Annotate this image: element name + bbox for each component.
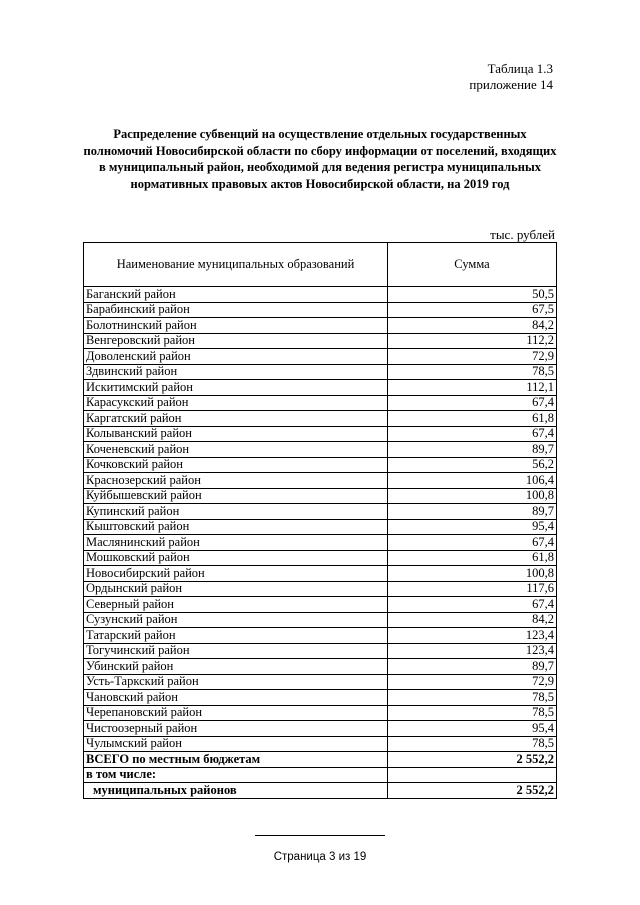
- amount-cell: 123,4: [388, 628, 557, 644]
- district-name-cell: Карасукский район: [84, 395, 388, 411]
- amount-cell: 95,4: [388, 519, 557, 535]
- column-header-name: Наименование муниципальных образований: [84, 243, 388, 287]
- total-row: [84, 767, 557, 783]
- table-row: [84, 318, 557, 334]
- total-amount-cell: 2 552,2: [388, 783, 557, 799]
- district-name-cell: Мошковский район: [84, 550, 388, 566]
- table-reference: [469, 61, 553, 93]
- table-row: [84, 364, 557, 380]
- amount-cell: 89,7: [388, 504, 557, 520]
- amount-cell: 89,7: [388, 659, 557, 675]
- amount-cell: 67,4: [388, 597, 557, 613]
- total-label-cell: в том числе:: [84, 767, 388, 783]
- column-header-sum: Сумма: [388, 243, 557, 287]
- amount-cell: 84,2: [388, 612, 557, 628]
- district-name-cell: Северный район: [84, 597, 388, 613]
- table-row: [84, 628, 557, 644]
- table-header-row: [84, 243, 557, 287]
- district-name-cell: Сузунский район: [84, 612, 388, 628]
- amount-cell: 112,2: [388, 333, 557, 349]
- district-name-cell: Куйбышевский район: [84, 488, 388, 504]
- amount-cell: 67,4: [388, 395, 557, 411]
- district-name-cell: Колыванский район: [84, 426, 388, 442]
- district-name-cell: Коченевский район: [84, 442, 388, 458]
- district-name-cell: Кочковский район: [84, 457, 388, 473]
- district-name-cell: Ордынский район: [84, 581, 388, 597]
- total-row: [84, 752, 557, 768]
- amount-cell: 78,5: [388, 364, 557, 380]
- table-row: [84, 287, 557, 303]
- table-row: [84, 457, 557, 473]
- total-amount-cell: [388, 767, 557, 783]
- district-name-cell: Здвинский район: [84, 364, 388, 380]
- district-name-cell: Кыштовский район: [84, 519, 388, 535]
- district-name-cell: Черепановский район: [84, 705, 388, 721]
- table-row: [84, 535, 557, 551]
- table-row: [84, 612, 557, 628]
- district-name-cell: Каргатский район: [84, 411, 388, 427]
- total-row: [84, 783, 557, 799]
- district-name-cell: Маслянинский район: [84, 535, 388, 551]
- amount-cell: 100,8: [388, 566, 557, 582]
- table-row: [84, 643, 557, 659]
- district-name-cell: Искитимский район: [84, 380, 388, 396]
- table-row: [84, 349, 557, 365]
- amount-cell: 78,5: [388, 705, 557, 721]
- table-row: [84, 581, 557, 597]
- amount-cell: 89,7: [388, 442, 557, 458]
- district-name-cell: Барабинский район: [84, 302, 388, 318]
- amount-cell: 100,8: [388, 488, 557, 504]
- table-body: [84, 287, 557, 799]
- district-name-cell: Тогучинский район: [84, 643, 388, 659]
- district-name-cell: Усть-Таркский район: [84, 674, 388, 690]
- amount-cell: 67,4: [388, 535, 557, 551]
- table-row: [84, 674, 557, 690]
- total-amount-cell: 2 552,2: [388, 752, 557, 768]
- district-name-cell: Чановский район: [84, 690, 388, 706]
- table-row: [84, 473, 557, 489]
- amount-cell: 67,5: [388, 302, 557, 318]
- district-name-cell: Чулымский район: [84, 736, 388, 752]
- amount-cell: 61,8: [388, 411, 557, 427]
- amount-cell: 123,4: [388, 643, 557, 659]
- page-number: Страница 3 из 19: [273, 851, 367, 863]
- district-name-cell: Татарский район: [84, 628, 388, 644]
- amount-cell: 117,6: [388, 581, 557, 597]
- units-label: тыс. рублей: [490, 227, 555, 242]
- district-name-cell: Купинский район: [84, 504, 388, 520]
- amount-cell: 84,2: [388, 318, 557, 334]
- table-row: [84, 395, 557, 411]
- table-row: [84, 411, 557, 427]
- table-row: [84, 426, 557, 442]
- district-name-cell: Венгеровский район: [84, 333, 388, 349]
- table-number-label: Таблица 1.3: [487, 61, 553, 76]
- amount-cell: 72,9: [388, 674, 557, 690]
- table-row: [84, 721, 557, 737]
- table-row: [84, 659, 557, 675]
- appendix-label: приложение 14: [469, 77, 553, 92]
- district-name-cell: Новосибирский район: [84, 566, 388, 582]
- table-row: [84, 705, 557, 721]
- total-label-cell: муниципальных районов: [84, 783, 388, 799]
- district-name-cell: Краснозерский район: [84, 473, 388, 489]
- district-name-cell: Чистоозерный район: [84, 721, 388, 737]
- amount-cell: 56,2: [388, 457, 557, 473]
- amount-cell: 78,5: [388, 690, 557, 706]
- subsidy-table: [83, 242, 557, 799]
- total-label-cell: ВСЕГО по местным бюджетам: [84, 752, 388, 768]
- table-row: [84, 380, 557, 396]
- district-name-cell: Баганский район: [84, 287, 388, 303]
- district-name-cell: Убинский район: [84, 659, 388, 675]
- table-row: [84, 736, 557, 752]
- table-row: [84, 566, 557, 582]
- amount-cell: 61,8: [388, 550, 557, 566]
- table-row: [84, 488, 557, 504]
- amount-cell: 72,9: [388, 349, 557, 365]
- table-row: [84, 302, 557, 318]
- table-row: [84, 550, 557, 566]
- table-row: [84, 442, 557, 458]
- table-row: [84, 690, 557, 706]
- amount-cell: 78,5: [388, 736, 557, 752]
- district-name-cell: Доволенский район: [84, 349, 388, 365]
- document-title: Распределение субвенций на осуществление отдельных государственных полномочий Новосибирской области по сбору информации от поселений, входящих в муниципальный район, необходимой для ведения регистра муниципальных нормативных правовых актов Новосибирской области, на 2019 год: [83, 127, 557, 191]
- amount-cell: 112,1: [388, 380, 557, 396]
- amount-cell: 95,4: [388, 721, 557, 737]
- table-row: [84, 504, 557, 520]
- table-row: [84, 519, 557, 535]
- amount-cell: 106,4: [388, 473, 557, 489]
- table-row: [84, 333, 557, 349]
- district-name-cell: Болотнинский район: [84, 318, 388, 334]
- footer-divider: [255, 835, 385, 836]
- amount-cell: 67,4: [388, 426, 557, 442]
- table-row: [84, 597, 557, 613]
- amount-cell: 50,5: [388, 287, 557, 303]
